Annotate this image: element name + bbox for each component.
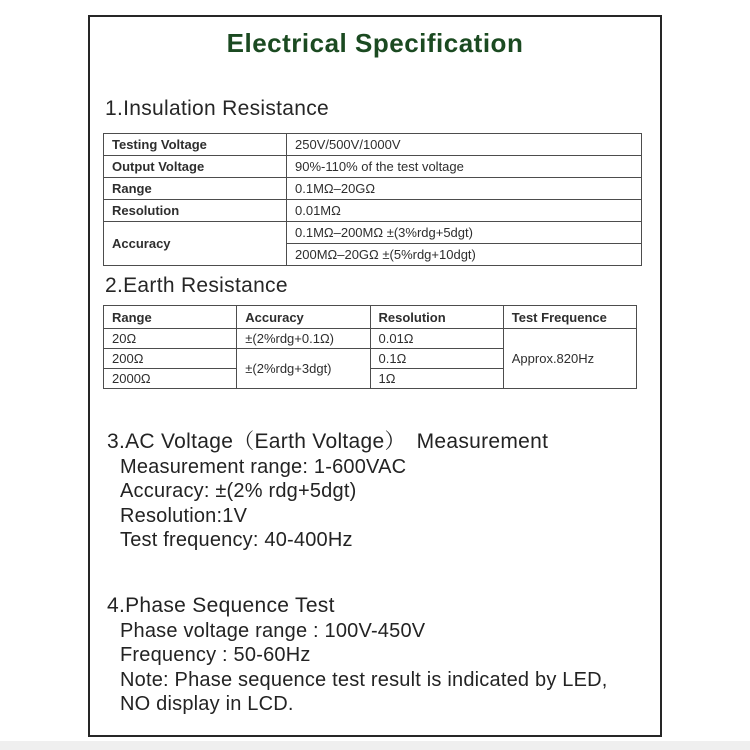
output-voltage-value: 90%-110% of the test voltage [287,156,642,178]
resolution-20: 0.01Ω [370,329,503,349]
note-line-continued: NO display in LCD. [120,693,294,715]
range-value: 0.1MΩ–20GΩ [287,178,642,200]
testing-voltage-value: 250V/500V/1000V [287,134,642,156]
header-accuracy: Accuracy [237,306,370,329]
accuracy-line: Accuracy: ±(2% rdg+5dgt) [120,480,357,502]
phase-sequence-heading: 4.Phase Sequence Test [107,594,335,617]
accuracy-label: Accuracy [104,222,287,266]
page-title: Electrical Specification [226,28,524,58]
border-frame [88,15,662,737]
measurement-range-line: Measurement range: 1-600VAC [120,455,407,478]
ac-voltage-lines [107,455,548,553]
frequency-line: Frequency : 50-60Hz [120,644,311,666]
bottom-edge-strip [0,741,750,750]
resolution-label: Resolution [104,200,287,222]
table-row [104,329,637,349]
earth-resistance-table [103,305,637,389]
table-row [104,222,642,244]
phase-voltage-range-line: Phase voltage range : 100V-450V [120,619,426,642]
test-frequency-line: Test frequency: 40-400Hz [120,529,353,551]
ac-voltage-section [107,430,548,553]
table-row [104,156,642,178]
accuracy-value-high-range: 200MΩ–20GΩ ±(5%rdg+10dgt) [287,244,642,266]
header-resolution: Resolution [370,306,503,329]
accuracy-value-low-range: 0.1MΩ–200MΩ ±(3%rdg+5dgt) [287,222,642,244]
accuracy-20: ±(2%rdg+0.1Ω) [237,329,370,349]
phase-sequence-section [107,594,608,717]
range-20: 20Ω [104,329,237,349]
range-200: 200Ω [104,349,237,369]
range-label: Range [104,178,287,200]
table-header-row [104,306,637,329]
accuracy-200-2000: ±(2%rdg+3dgt) [237,349,370,389]
insulation-resistance-heading: 1.Insulation Resistance [105,97,330,120]
resolution-line: Resolution:1V [120,504,248,527]
resolution-value: 0.01MΩ [287,200,642,222]
header-test-frequence: Test Frequence [503,306,636,329]
resolution-200: 0.1Ω [370,349,503,369]
phase-sequence-lines [107,619,608,717]
table-row [104,178,642,200]
table-row [104,134,642,156]
ac-voltage-heading: 3.AC Voltage（Earth Voltage） Measurement [107,430,549,453]
table-row [104,200,642,222]
output-voltage-label: Output Voltage [104,156,287,178]
earth-resistance-heading: 2.Earth Resistance [105,274,288,297]
note-line: Note: Phase sequence test result is indicated by LED, [120,668,608,691]
testing-voltage-label: Testing Voltage [104,134,287,156]
insulation-resistance-table [103,133,642,266]
header-range: Range [104,306,237,329]
range-2000: 2000Ω [104,369,237,389]
test-frequence-value: Approx.820Hz [503,329,636,389]
resolution-2000: 1Ω [370,369,503,389]
